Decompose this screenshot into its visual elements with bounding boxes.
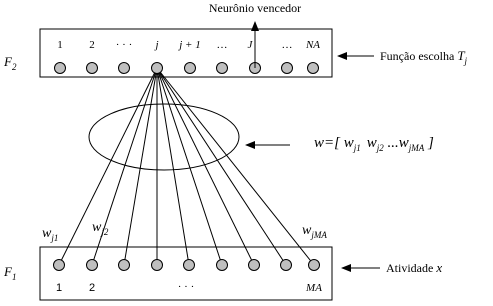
f2-node-2 xyxy=(87,63,98,74)
f2-index-1: 1 xyxy=(57,39,63,51)
f1-index-last: MA xyxy=(306,282,322,294)
f2-node-4 xyxy=(152,63,163,74)
f2-index-8: … xyxy=(281,39,293,51)
edge-label-wj2: $w_{j2}$ xyxy=(92,220,109,237)
f1-node-9 xyxy=(309,260,320,271)
f2-node-3 xyxy=(119,63,130,74)
f1-index-dots: · · · xyxy=(177,281,195,293)
connection-line-9 xyxy=(157,68,314,265)
f2-indices xyxy=(57,39,320,51)
weight-formula: w=[ $w_{j1}$ $w_{j2}$ $...w_{jMA}$ ] xyxy=(314,135,434,153)
f2-index-6: … xyxy=(216,39,228,51)
connection-line-8 xyxy=(157,68,286,265)
f1-node-4 xyxy=(152,260,163,271)
f1-node-8 xyxy=(281,260,292,271)
f2-label: $F_2$ xyxy=(4,54,17,72)
f2-index-2: 2 xyxy=(89,39,95,51)
f1-node-1 xyxy=(54,260,65,271)
f2-node-9 xyxy=(308,63,319,74)
f2-caption: Função escolha $T_j$ xyxy=(380,48,468,66)
f2-node-1 xyxy=(55,63,66,74)
f2-node-5 xyxy=(185,63,196,74)
edge-label-wjMA: $w_{jMA}$ xyxy=(302,223,327,240)
f2-index-3: · · · xyxy=(115,39,133,51)
winner-label: Neurônio vencedor xyxy=(208,1,302,15)
f1-caption: Atividade x xyxy=(386,260,443,275)
connection-line-6 xyxy=(157,68,222,265)
f2-index-5: j + 1 xyxy=(179,39,201,51)
f1-node-2 xyxy=(87,260,98,271)
f1-node-5 xyxy=(184,260,195,271)
f2-node-6 xyxy=(217,63,228,74)
connection-line-5 xyxy=(157,68,189,265)
f1-node-7 xyxy=(249,260,260,271)
connection-line-7 xyxy=(157,68,254,265)
f2-node-8 xyxy=(282,63,293,74)
f1-nodes xyxy=(54,260,320,271)
f1-label: $F_1$ xyxy=(4,264,17,282)
f1-node-6 xyxy=(217,260,228,271)
f2-index-7: J xyxy=(247,39,253,51)
f1-index-first: 1 xyxy=(55,282,63,294)
f1-node-3 xyxy=(119,260,130,271)
f2-nodes xyxy=(55,63,319,74)
f2-index-9: NA xyxy=(305,39,321,51)
connection-lines xyxy=(59,68,314,265)
f2-index-4: j xyxy=(155,39,159,51)
edge-label-wj1: $w_{j1}$ xyxy=(42,226,59,243)
f1-index-second: 2 xyxy=(88,282,96,294)
